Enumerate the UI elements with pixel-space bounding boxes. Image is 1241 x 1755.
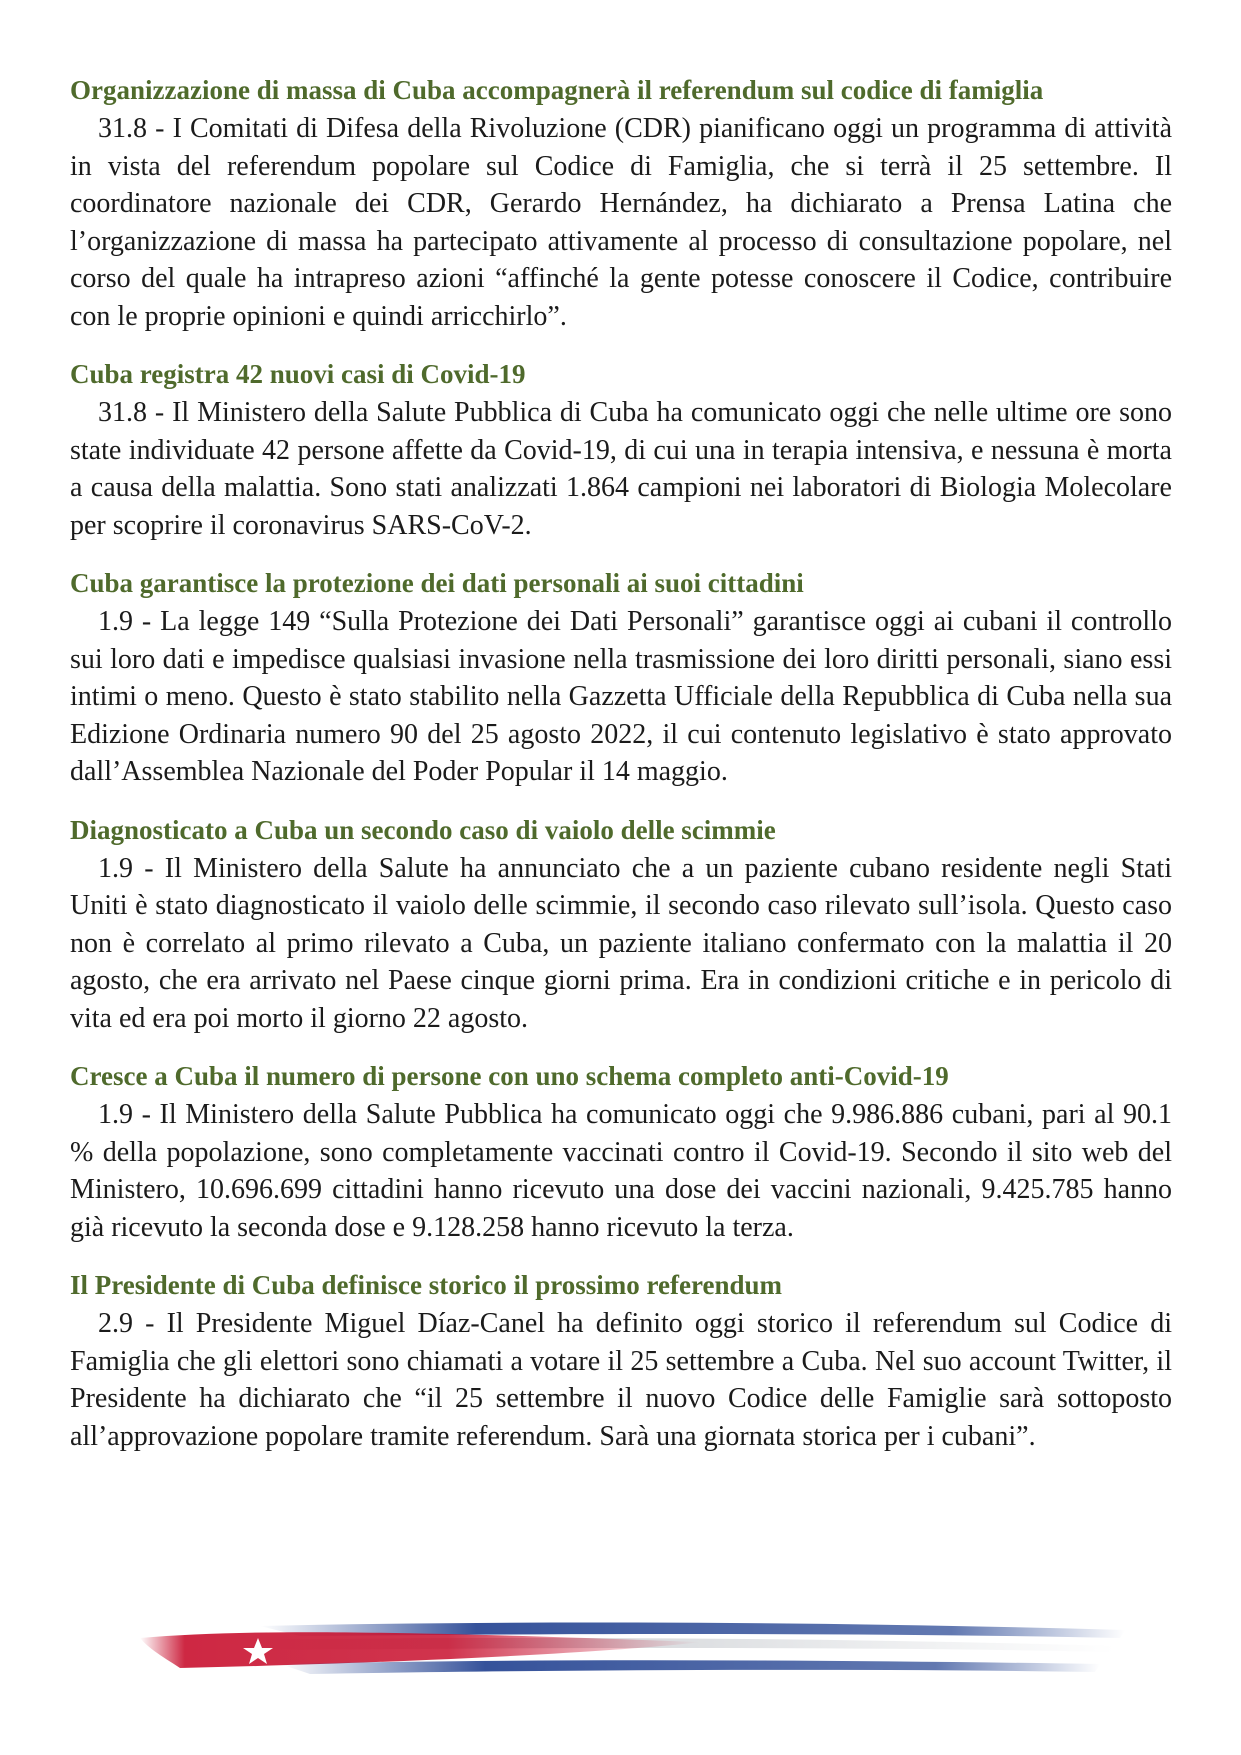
- article-title: Il Presidente di Cuba definisce storico il prossimo referendum: [70, 1270, 782, 1300]
- document-page: [70, 72, 1172, 1476]
- article-body: 31.8 - I Comitati di Difesa della Rivoluzione (CDR) pianificano oggi un programma di attività in vista del referendum popolare sul Codice di Famiglia, che si terrà il 25 settembre. Il coordinatore nazionale dei CDR, Gerardo Hernández, ha dichiarato a Prensa Latina che l’organizzazione di massa ha partecipato attivamente al processo di consultazione popolare, nel corso del quale ha intrapreso azioni “affinché la gente potesse conoscere il Codice, contribuire con le proprie opinioni e quindi arricchirlo”.: [70, 113, 1172, 332]
- article-title: Cuba registra 42 nuovi casi di Covid-19: [70, 359, 526, 389]
- article-body: 1.9 - La legge 149 “Sulla Protezione dei Dati Personali” garantisce oggi ai cubani il controllo sui loro dati e impedisce qualsiasi invasione nella trasmissione dei loro diritti personali, siano essi intimi o meno. Questo è stato stabilito nella Gazzetta Ufficiale della Repubblica di Cuba nella sua Edizione Ordinaria numero 90 del 25 agosto 2022, il cui contenuto legislativo è stato approvato dall’Assemblea Nazionale del Poder Popular il 14 maggio.: [70, 606, 1172, 787]
- article-title: Cuba garantisce la protezione dei dati personali ai suoi cittadini: [70, 568, 804, 598]
- article-monkeypox: [70, 812, 1172, 1038]
- article-body: 1.9 - Il Ministero della Salute Pubblica ha comunicato oggi che 9.986.886 cubani, pari al 90.1 % della popolazione, sono completamente vaccinati contro il Covid-19. Secondo il sito web del Ministero, 10.696.699 cittadini hanno ricevuto una dose dei vaccini nazionali, 9.425.785 hanno già ricevuto la seconda dose e 9.128.258 hanno ricevuto la terza.: [70, 1099, 1172, 1243]
- flag-blue-stroke-lower: [280, 1660, 1100, 1674]
- article-cdr-referendum: [70, 72, 1172, 335]
- article-body: 2.9 - Il Presidente Miguel Díaz-Canel ha definito oggi storico il referendum sul Codice di Famiglia che gli elettori sono chiamati a votare il 25 settembre a Cuba. Nel suo account Twitter, il Presidente ha dichiarato che “il 25 settembre il nuovo Codice delle Famiglie sarà sottoposto all’approvazione popolare tramite referendum. Sarà una giornata storica per i cubani”.: [70, 1308, 1172, 1452]
- article-body: 1.9 - Il Ministero della Salute ha annunciato che a un paziente cubano residente negli Stati Uniti è stato diagnosticato il vaiolo delle scimmie, il secondo caso rilevato sull’isola. Questo caso non è correlato al primo rilevato a Cuba, un paziente italiano confermato con la malattia il 20 agosto, che era arrivato nel Paese cinque giorni prima. Era in condizioni critiche e in pericolo di vita ed era poi morto il giorno 22 agosto.: [70, 852, 1172, 1034]
- article-covid-cases: [70, 356, 1172, 544]
- article-title: Diagnosticato a Cuba un secondo caso di vaiolo delle scimmie: [70, 814, 776, 845]
- cuban-flag-brushstroke: [140, 1612, 1130, 1686]
- article-president-referendum: [70, 1267, 1172, 1455]
- article-vaccination: [70, 1058, 1172, 1246]
- article-title: Organizzazione di massa di Cuba accompagnerà il referendum sul codice di famiglia: [70, 75, 1044, 105]
- article-data-protection: [70, 565, 1172, 791]
- article-title: Cresce a Cuba il numero di persone con uno schema completo anti-Covid-19: [70, 1061, 949, 1091]
- article-body: 31.8 - Il Ministero della Salute Pubblica di Cuba ha comunicato oggi che nelle ultime ore sono state individuate 42 persone affette da Covid-19, di cui una in terapia intensiva, e nessuna è morta a causa della malattia. Sono stati analizzati 1.864 campioni nei laboratori di Biologia Molecolare per scoprire il coronavirus SARS-CoV-2.: [70, 397, 1172, 541]
